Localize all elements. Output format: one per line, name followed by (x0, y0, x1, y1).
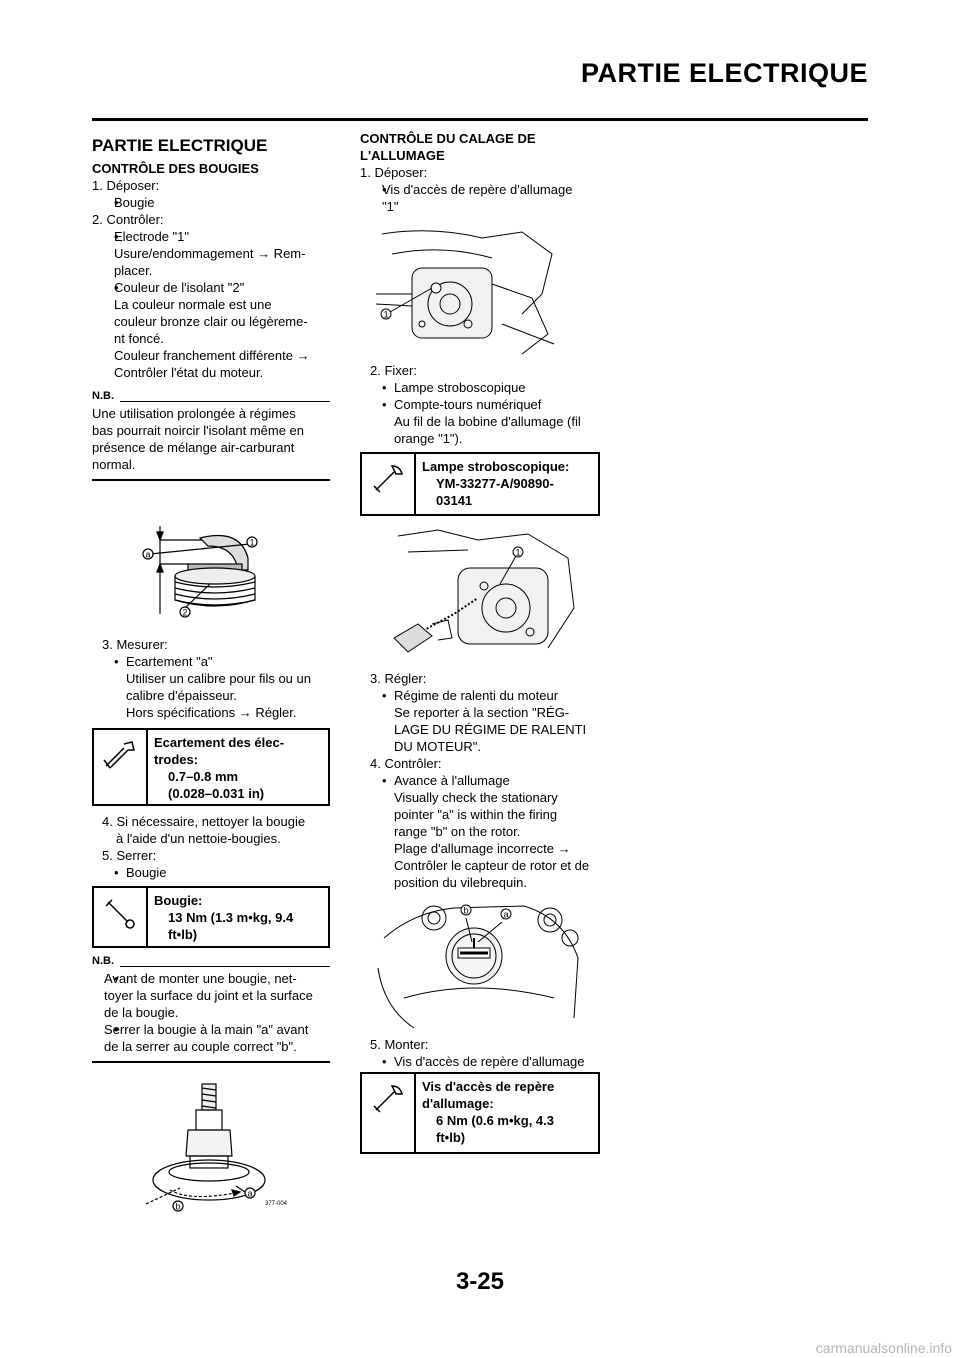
bullet-text: Bougie (114, 195, 155, 210)
bullet-item (360, 181, 600, 198)
callout-label: 1 (383, 309, 389, 320)
bullet-item (92, 279, 330, 296)
step-text: 2. Fixer: (370, 363, 417, 378)
body-text: range "b" on the rotor. (394, 824, 521, 839)
spark-plug-install-figure (140, 1080, 290, 1212)
left-column (92, 136, 330, 481)
spec-label: Bougie: (154, 893, 203, 908)
bullet-text: Electrode "1" (114, 229, 189, 244)
bullet-text: Ecartement "a" (126, 654, 213, 669)
note-text: de la serrer au couple correct "b". (104, 1039, 297, 1054)
note-text: normal. (92, 457, 136, 472)
ignition-plug-figure (372, 224, 568, 364)
body-text: pointer "a" is within the firing (394, 807, 558, 822)
note-box (92, 391, 330, 481)
right-column-adjust (360, 670, 600, 891)
spark-plug-gap-figure (130, 518, 280, 624)
callout-label: b (463, 905, 469, 916)
step-text: 5. Serrer: (102, 848, 157, 863)
body-text: position du vilebrequin. (394, 875, 527, 890)
spec-label: Lampe stroboscopique: (422, 459, 570, 474)
spec-body (416, 1074, 598, 1152)
left-column-measure (92, 636, 330, 721)
spec-value: (0.028–0.031 in) (168, 786, 265, 801)
spec-body (416, 454, 598, 514)
step-text: 1. Déposer: (92, 178, 160, 193)
note-text: de la bougie. (104, 1005, 179, 1020)
figure-code: 377-004 (265, 1201, 288, 1207)
subsection-title-ignition-timing: L'ALLUMAGE (360, 148, 445, 163)
bullet-item (92, 228, 330, 245)
right-column-fix (360, 362, 600, 447)
timing-light-figure (388, 528, 582, 658)
bullet-item (360, 379, 600, 396)
note-header (92, 391, 330, 405)
spec-value: 03141 (436, 493, 473, 508)
spec-value: ft•lb) (168, 927, 198, 942)
bullet-item (360, 1053, 600, 1070)
note-text: Avant de monter une bougie, net- (104, 971, 297, 986)
watermark: carmanualsonline.info (815, 1340, 952, 1356)
body-text: LAGE DU RÉGIME DE RALENTI (394, 722, 587, 737)
rotor-timing-mark-figure (374, 898, 584, 1038)
body-text: DU MOTEUR". (394, 739, 481, 754)
subsection-title-ignition-timing: CONTRÔLE DU CALAGE DE (360, 131, 536, 146)
body-text: Usure/endommagement → Rem- (114, 246, 306, 261)
bullet-item (92, 864, 330, 881)
spec-label: d'allumage: (422, 1096, 494, 1111)
note-bullet (92, 1021, 330, 1038)
body-text: Couleur franchement différente → (114, 348, 310, 363)
note-text: bas pourrait noircir l'isolant même en (92, 423, 305, 438)
bullet-item (360, 687, 600, 704)
spec-box-electrode-gap (92, 728, 330, 806)
step-text: 4. Si nécessaire, nettoyer la bougie (102, 814, 306, 829)
body-text: La couleur normale est une (114, 297, 272, 312)
note-text: présence de mélange air-carburant (92, 440, 295, 455)
callout-label: b (175, 1201, 181, 1212)
bullet-text: Vis d'accès de repère d'allumage (382, 182, 573, 197)
section-title: PARTIE ELECTRIQUE (92, 136, 268, 155)
callout-label: a (503, 909, 509, 920)
bullet-text: Avance à l'allumage (394, 773, 510, 788)
spec-value: 13 Nm (1.3 m•kg, 9.4 (168, 910, 294, 925)
bullet-text: Compte-tours numériquef (394, 397, 542, 412)
body-text: nt foncé. (114, 331, 164, 346)
body-text: Contrôler le capteur de rotor et de (394, 858, 590, 873)
callout-label: 2 (182, 607, 188, 618)
body-text: Hors spécifications → Régler. (126, 705, 297, 720)
step-text: 3. Régler: (370, 671, 427, 686)
spec-value: YM-33277-A/90890- (436, 476, 554, 491)
bullet-item (92, 194, 330, 211)
callout-label: 1 (249, 537, 255, 548)
bullet-text: Bougie (126, 865, 167, 880)
step-text: 3. Mesurer: (102, 637, 168, 652)
step-text: 5. Monter: (370, 1037, 429, 1052)
subsection-title-spark-plugs: CONTRÔLE DES BOUGIES (92, 161, 259, 176)
header-rule (92, 118, 868, 121)
body-text: "1" (382, 199, 399, 214)
body-text: calibre d'épaisseur. (126, 688, 237, 703)
bullet-item (92, 653, 330, 670)
spec-label: Ecartement des élec- (154, 735, 285, 750)
callout-label: 1 (515, 547, 521, 558)
body-text: Contrôler l'état du moteur. (114, 365, 264, 380)
left-column-clean (92, 813, 330, 881)
spec-label: trodes: (154, 752, 199, 767)
spec-body (148, 730, 328, 804)
tool-icon (362, 454, 416, 514)
torque-wrench-icon (94, 888, 148, 946)
note-text: Serrer la bougie à la main "a" avant (104, 1022, 309, 1037)
right-column (360, 130, 600, 215)
spec-box-spark-plug-torque (92, 886, 330, 948)
step-text: 2. Contrôler: (92, 212, 164, 227)
note-text: Une utilisation prolongée à régimes (92, 406, 296, 421)
spec-value: ft•lb) (436, 1130, 466, 1145)
spec-box-timing-plug-torque (360, 1072, 600, 1154)
spec-value: 0.7–0.8 mm (168, 769, 239, 784)
torque-wrench-icon (362, 1074, 416, 1152)
body-text: Plage d'allumage incorrecte → (394, 841, 571, 856)
step-text: 4. Contrôler: (370, 756, 442, 771)
body-text: placer. (114, 263, 153, 278)
bullet-text: Lampe stroboscopique (394, 380, 526, 395)
body-text: Au fil de la bobine d'allumage (fil (394, 414, 581, 429)
callout-label: a (247, 1188, 253, 1199)
note-header (92, 956, 330, 970)
callout-label: a (145, 549, 151, 560)
feeler-gauge-icon (94, 730, 148, 804)
body-text: orange "1"). (394, 431, 463, 446)
body-text: Utiliser un calibre pour fils ou un (126, 671, 311, 686)
spec-value: 6 Nm (0.6 m•kg, 4.3 (436, 1113, 554, 1128)
page-number: 3-25 (455, 1268, 505, 1295)
spec-box-timing-light (360, 452, 600, 516)
step-text: 1. Déposer: (360, 165, 428, 180)
page-header-title: PARTIE ELECTRIQUE (580, 58, 868, 88)
body-text: Visually check the stationary (394, 790, 558, 805)
note-box-2 (92, 956, 330, 1063)
spec-label: Vis d'accès de repère (422, 1079, 555, 1094)
body-text: couleur bronze clair ou légèreme- (114, 314, 308, 329)
body-text: à l'aide d'un nettoie-bougies. (116, 831, 281, 846)
note-label: N.B. (92, 390, 114, 402)
bullet-text: Vis d'accès de repère d'allumage (394, 1054, 585, 1069)
right-column-install (360, 1036, 600, 1070)
spec-body (148, 888, 328, 946)
note-text: toyer la surface du joint et la surface (104, 988, 313, 1003)
body-text: Se reporter à la section "RÉG- (394, 705, 570, 720)
bullet-item (360, 772, 600, 789)
note-bullet (92, 970, 330, 987)
bullet-text: Couleur de l'isolant "2" (114, 280, 245, 295)
note-label: N.B. (92, 955, 114, 967)
bullet-text: Régime de ralenti du moteur (394, 688, 559, 703)
bullet-item (360, 396, 600, 413)
